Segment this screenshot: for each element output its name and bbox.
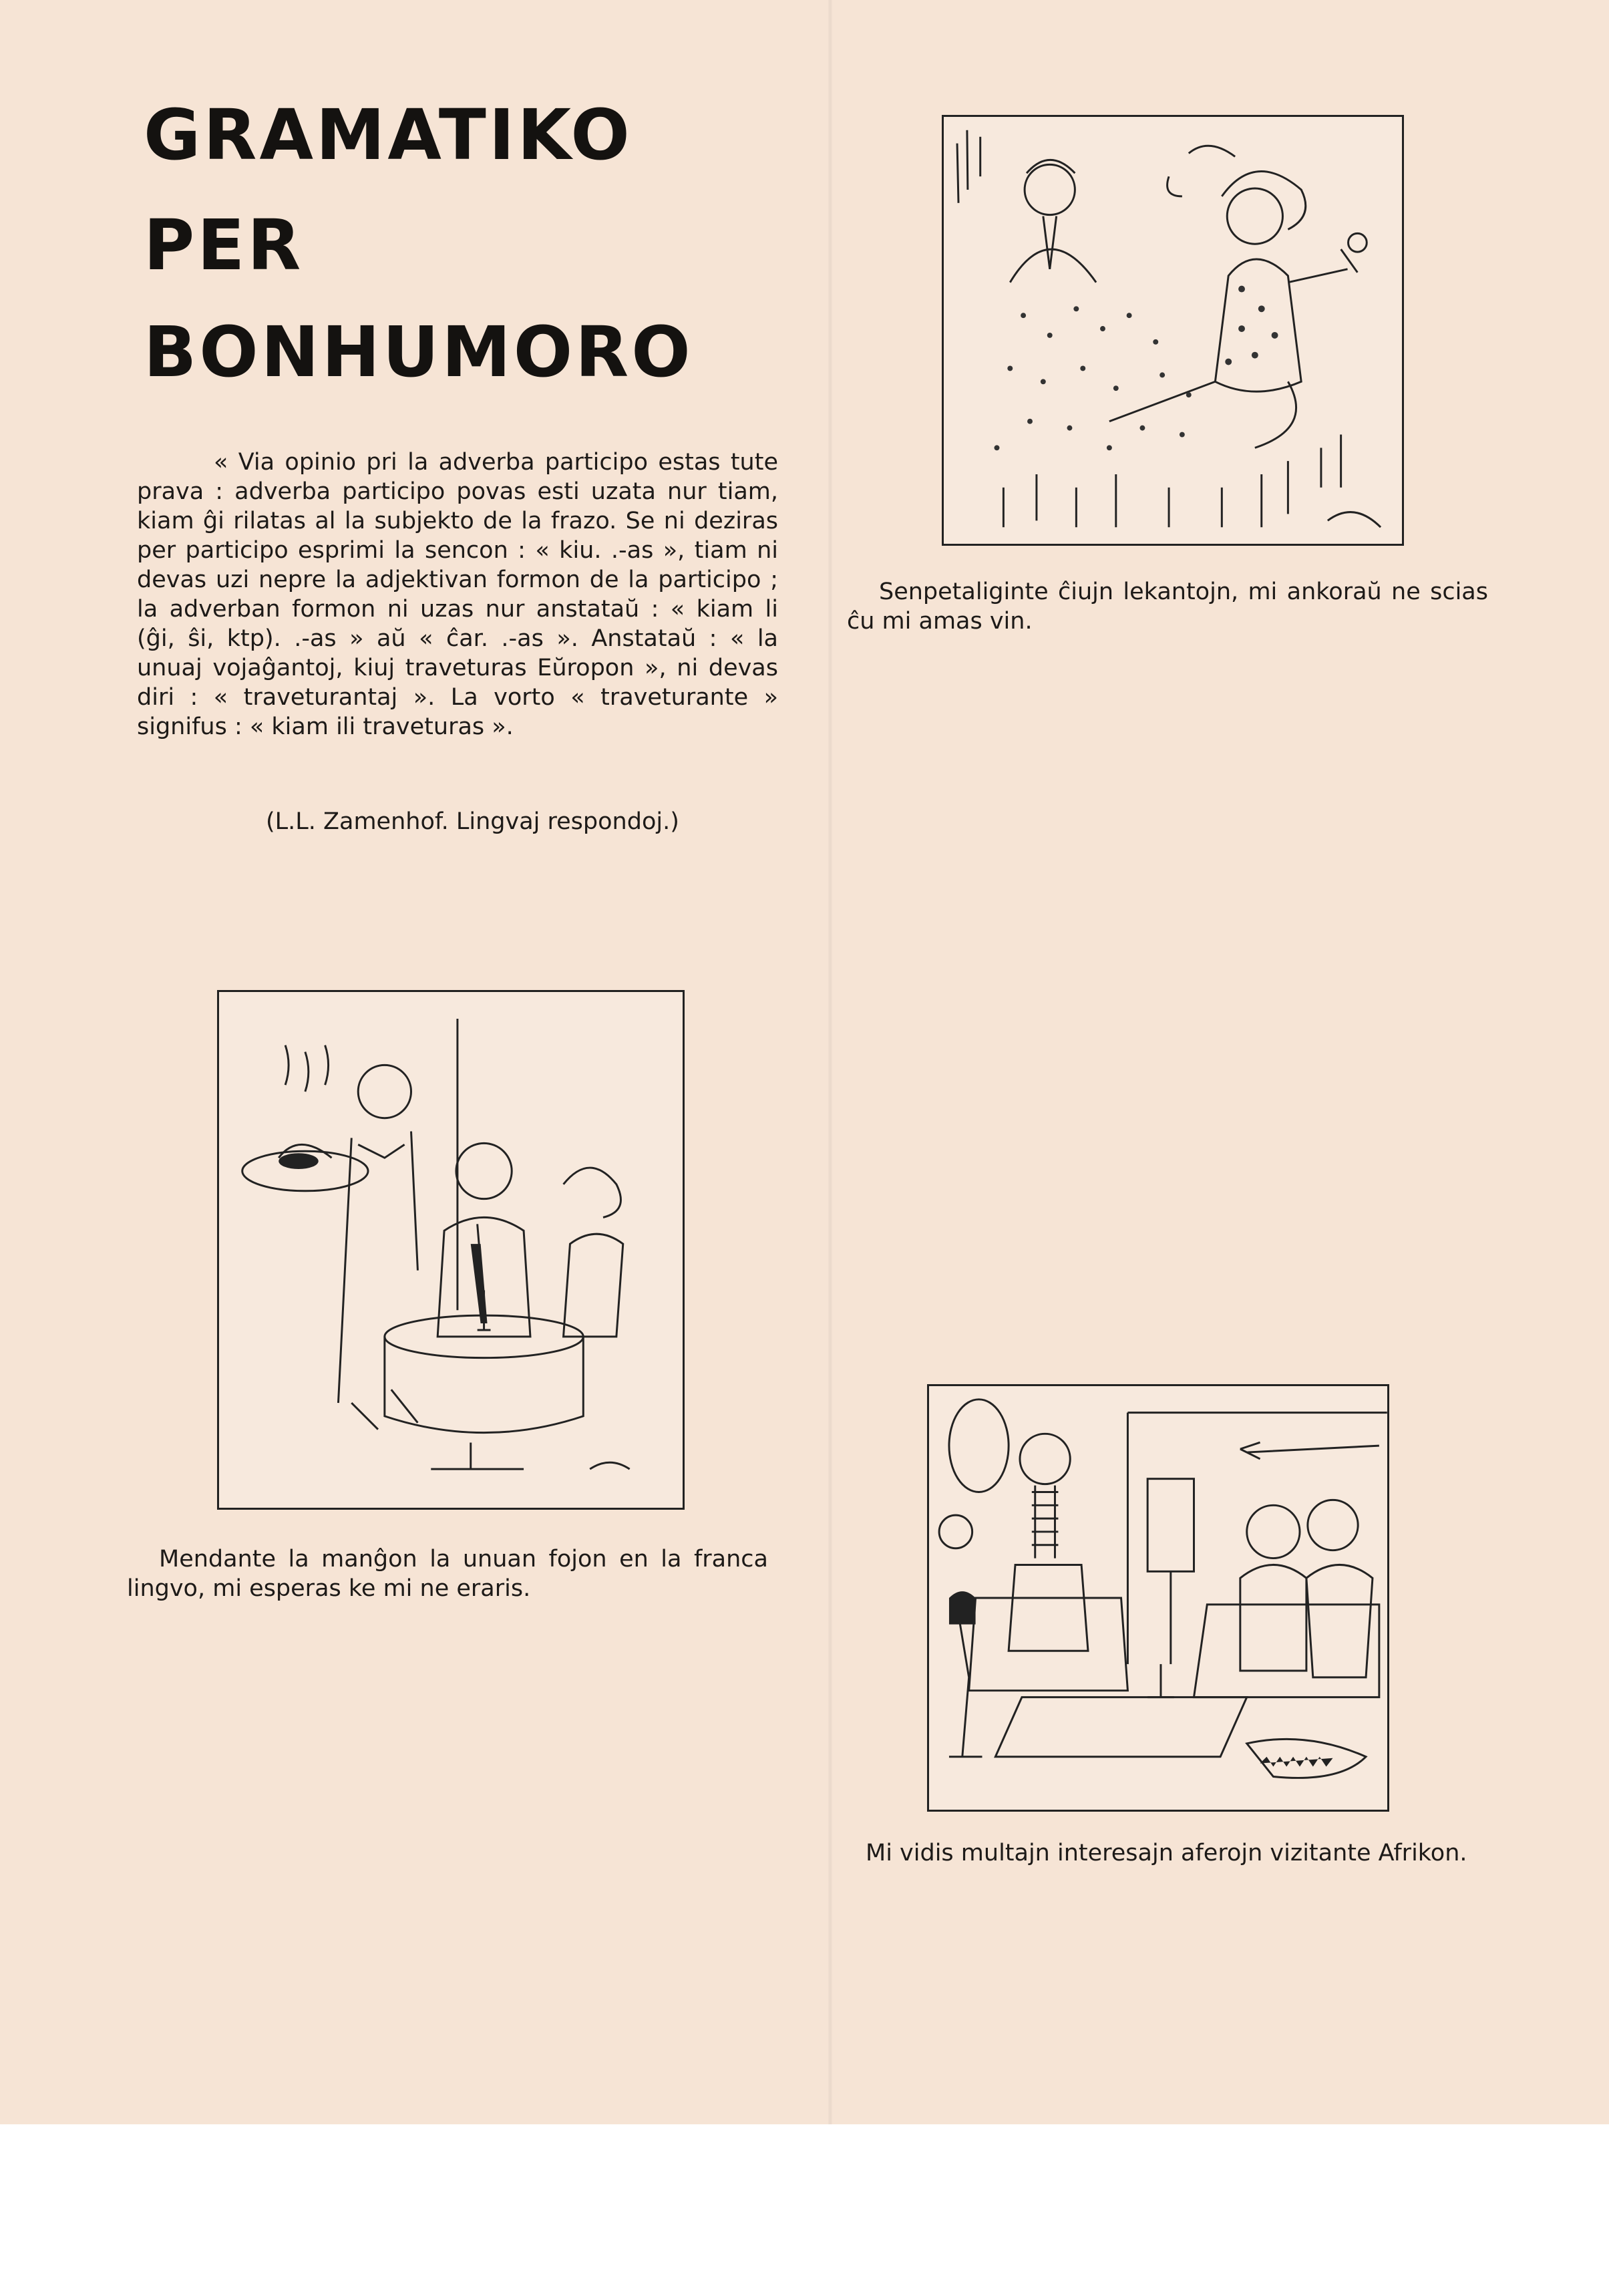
cartoon-restaurant-drawing bbox=[219, 992, 683, 1508]
article-paragraph: « Via opinio pri la adverba participo estas tute prava : adverba participo povas esti uzata nur tiam, kiam ĝi rilatas al la subjekto de la frazo. Se ni deziras per participo esprimi la sencon : « kiu. .-as », tiam ni devas uzi nepre la adjektivan formon de la participo ; la adverban formon ni uzas nur anstataŭ : « kiam li (ĝi, ŝi, ktp). .-as » aŭ « ĉar. .-as ». Anstataŭ : « la unuaj vojaĝantoj, kiuj traveturas Eŭropon », ni devas diri : « traveturantaj ». La vorto « traveturante » signifus : « kiam ili traveturas ». bbox=[137, 449, 778, 740]
title-line-3: BONHUMORO bbox=[144, 311, 693, 393]
cartoon-africa-drawing bbox=[929, 1386, 1387, 1810]
article-source: (L.L. Zamenhof. Lingvaj respondoj.) bbox=[266, 808, 679, 835]
title-line-2: PER bbox=[144, 204, 304, 286]
cartoon-daisy-caption: Senpetaliginte ĉiujn lekantojn, mi ankoraŭ ne scias ĉu mi amas vin. bbox=[847, 579, 1488, 635]
title-line-1: GRAMATIKO bbox=[144, 94, 633, 176]
cartoon-africa-caption: Mi vidis multajn interesajn aferojn vizitante Afrikon. bbox=[866, 1840, 1467, 1866]
cartoon-restaurant-caption: Mendante la manĝon la unuan fojon en la franca lingvo, mi esperas ke mi ne eraris. bbox=[127, 1546, 768, 1602]
cartoon-daisy bbox=[942, 115, 1404, 546]
cartoon-daisy-drawing bbox=[944, 117, 1402, 544]
page-fold bbox=[828, 0, 832, 2124]
cartoon-restaurant bbox=[217, 990, 685, 1510]
cartoon-africa bbox=[927, 1384, 1389, 1812]
